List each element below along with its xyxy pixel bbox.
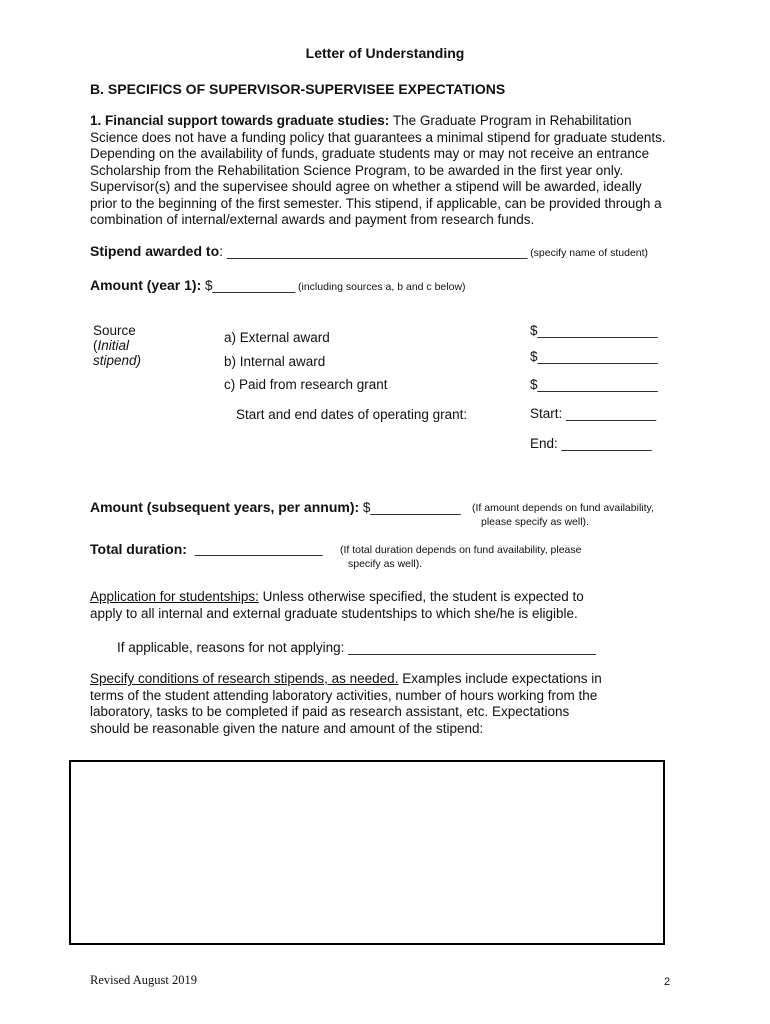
amount-year1-note: (including sources a, b and c below)	[295, 281, 466, 293]
source-label-block	[93, 323, 141, 368]
total-duration-blank[interactable]: _________________	[195, 541, 323, 556]
financial-support-line-2: Science does not have a funding policy that guarantees a minimal stipend for graduate students.	[90, 129, 666, 145]
research-stipends-heading: Specify conditions of research stipends, as needed.	[90, 671, 399, 686]
amount-subsequent-blank[interactable]: $____________	[359, 500, 461, 515]
total-duration-note-2: specify as well).	[348, 558, 423, 570]
research-stipends-paragraph	[90, 671, 602, 737]
page-number: 2	[664, 976, 671, 988]
financial-support-line-3: Depending on the availability of funds, graduate students may or may not receive an entrance	[90, 146, 650, 161]
amount-subsequent-note-2: please specify as well).	[481, 516, 589, 528]
financial-support-line-1: The Graduate Program in Rehabilitation	[389, 113, 632, 128]
amount-subsequent-row	[90, 499, 461, 517]
financial-support-heading: 1. Financial support towards graduate studies:	[90, 113, 390, 128]
financial-support-line-6: prior to the beginning of the first semester. This stipend, if applicable, can be provided through a	[90, 195, 662, 211]
section-heading: B. SPECIFICS OF SUPERVISOR-SUPERVISEE EXPECTATIONS	[90, 81, 506, 97]
research-stipend-conditions-box[interactable]	[69, 760, 665, 945]
source-stipend-word: stipend)	[93, 353, 142, 368]
footer-revised: Revised August 2019	[90, 973, 197, 987]
studentships-line-1: Unless otherwise specified, the student is expected to	[258, 589, 584, 604]
grant-end-blank[interactable]: End: ____________	[530, 436, 652, 451]
amount-subsequent-note-1: (If amount depends on fund availability,	[472, 502, 654, 514]
source-item-b-blank[interactable]: $________________	[530, 349, 658, 364]
total-duration-note-1: (If total duration depends on fund availability, please	[340, 544, 582, 556]
financial-support-paragraph	[90, 113, 666, 229]
total-duration-label: Total duration:	[90, 541, 187, 557]
research-stipends-line-4: should be reasonable given the nature and amount of the stipend:	[90, 720, 484, 736]
financial-support-line-5: Supervisor(s) and the supervisee should agree on whether a stipend will be awarded, ideally	[90, 179, 642, 194]
stipend-awarded-label: Stipend awarded to	[90, 243, 220, 259]
reasons-not-applying-label: If applicable, reasons for not applying:	[117, 640, 345, 655]
stipend-awarded-note: (specify name of student)	[527, 247, 649, 259]
studentships-line-2: apply to all internal and external graduate studentships to which she/he is eligible.	[90, 605, 578, 621]
source-item-c-blank[interactable]: $________________	[530, 377, 658, 392]
stipend-awarded-blank[interactable]: ________________________________________	[226, 244, 528, 259]
source-item-a-label: a) External award	[224, 330, 330, 345]
operating-grant-dates-label: Start and end dates of operating grant:	[236, 407, 468, 422]
reasons-not-applying-row	[117, 640, 596, 655]
source-item-b-label: b) Internal award	[224, 354, 326, 369]
grant-start-blank[interactable]: Start: ____________	[530, 406, 657, 421]
research-stipends-line-1: Examples include expectations in	[398, 671, 602, 686]
amount-year1-blank[interactable]: $___________	[201, 278, 296, 293]
financial-support-line-7: combination of internal/external awards and payment from research funds.	[90, 212, 535, 227]
reasons-not-applying-blank[interactable]: _________________________________	[344, 640, 596, 655]
source-initial-word: Initial	[97, 338, 130, 353]
source-initial-open: (	[93, 338, 98, 353]
research-stipends-line-2: terms of the student attending laboratory activities, number of hours working from the	[90, 687, 598, 703]
source-label: Source	[93, 323, 136, 338]
studentships-paragraph	[90, 589, 584, 622]
financial-support-line-4: Scholarship from the Rehabilitation Science Program, to be awarded in the first year only.	[90, 162, 624, 178]
amount-year1-label: Amount (year 1):	[90, 277, 202, 293]
amount-subsequent-label: Amount (subsequent years, per annum):	[90, 499, 360, 515]
source-item-a-blank[interactable]: $________________	[530, 323, 658, 338]
stipend-awarded-colon: :	[219, 243, 227, 259]
stipend-awarded-row	[90, 243, 648, 261]
source-item-c-label: c) Paid from research grant	[224, 377, 388, 392]
document-title: Letter of Understanding	[305, 45, 465, 61]
research-stipends-line-3: laboratory, tasks to be completed if paid as research assistant, etc. Expectations	[90, 704, 570, 719]
amount-year1-row	[90, 277, 466, 295]
studentships-heading: Application for studentships:	[90, 589, 259, 604]
